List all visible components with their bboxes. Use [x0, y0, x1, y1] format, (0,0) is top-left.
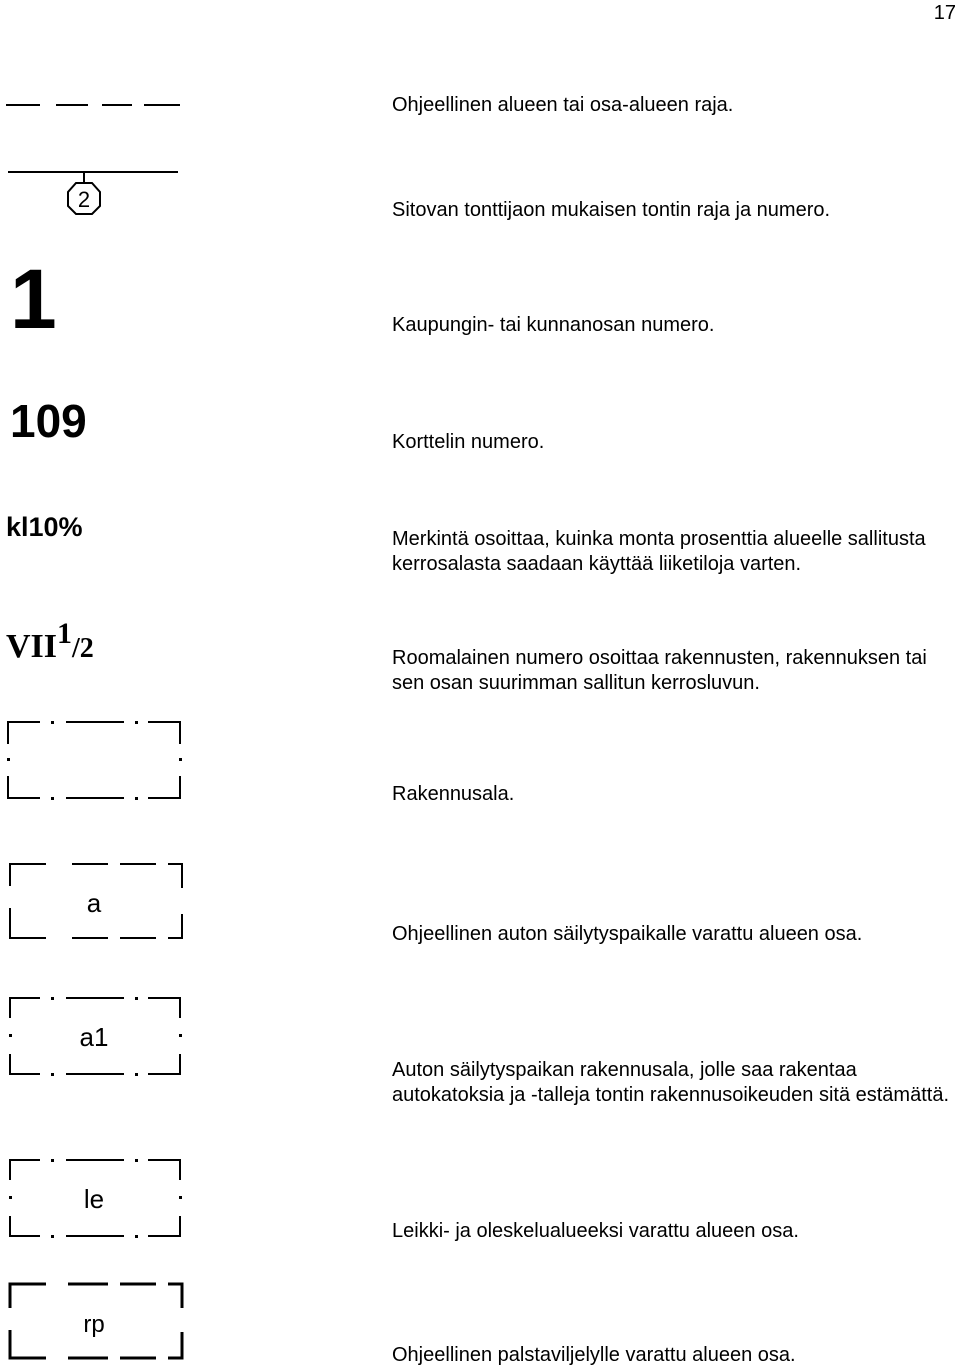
parking-area-symbol: [0, 856, 190, 946]
entry-description: Sitovan tonttijaon mukaisen tontin raja ja numero.: [392, 199, 831, 221]
symbol-code: a: [86, 888, 102, 918]
commercial-share-symbol: kl10%: [6, 512, 83, 542]
entry-description: Leikki- ja oleskelualueeksi varattu alueen osa.: [392, 1220, 799, 1242]
entry-description: Auton säilytyspaikan rakennusala, jolle saa rakentaa autokatoksia ja -talleja tontin rakennusoikeuden sitä estämättä.: [392, 1059, 950, 1106]
symbol-code: a1: [79, 1022, 109, 1052]
entry-description: Ohjeellinen alueen tai osa-alueen raja.: [392, 94, 734, 116]
fraction-denominator: /2: [72, 633, 94, 664]
building-area-symbol: [0, 714, 190, 806]
page-number: 17: [933, 2, 956, 24]
entry-description: Merkintä osoittaa, kuinka monta prosenttia alueelle sallitusta kerrosalasta saadaan käyttää liiketiloja varten.: [392, 528, 926, 575]
symbol-code: le: [83, 1184, 105, 1214]
dashed-boundary-symbol: [0, 95, 190, 115]
plot-boundary-symbol: [0, 160, 190, 220]
carport-area-symbol: [0, 990, 190, 1082]
fraction-numerator: 1: [57, 617, 73, 650]
entry-description: Rakennusala.: [392, 783, 515, 805]
entry-description: Ohjeellinen auton säilytyspaikalle varattu alueen osa.: [392, 923, 863, 945]
entry-description: Ohjeellinen palstaviljelylle varattu alueen osa.: [392, 1344, 796, 1366]
roman-numeral: VII: [6, 628, 58, 665]
floor-count-symbol: [6, 612, 94, 671]
block-number-symbol: 109: [10, 395, 87, 447]
district-number-symbol: 1: [10, 252, 57, 346]
plot-number: 2: [77, 187, 91, 212]
symbol-code: rp: [83, 1311, 105, 1338]
play-area-symbol: [0, 1152, 190, 1244]
entry-description: Roomalainen numero osoittaa rakennusten, rakennuksen tai sen osan suurimman sallitun kerrosluvun.: [392, 647, 927, 694]
entry-description: Kaupungin- tai kunnanosan numero.: [392, 314, 715, 336]
allotment-area-symbol: [0, 1276, 190, 1366]
entry-description: Korttelin numero.: [392, 431, 545, 453]
